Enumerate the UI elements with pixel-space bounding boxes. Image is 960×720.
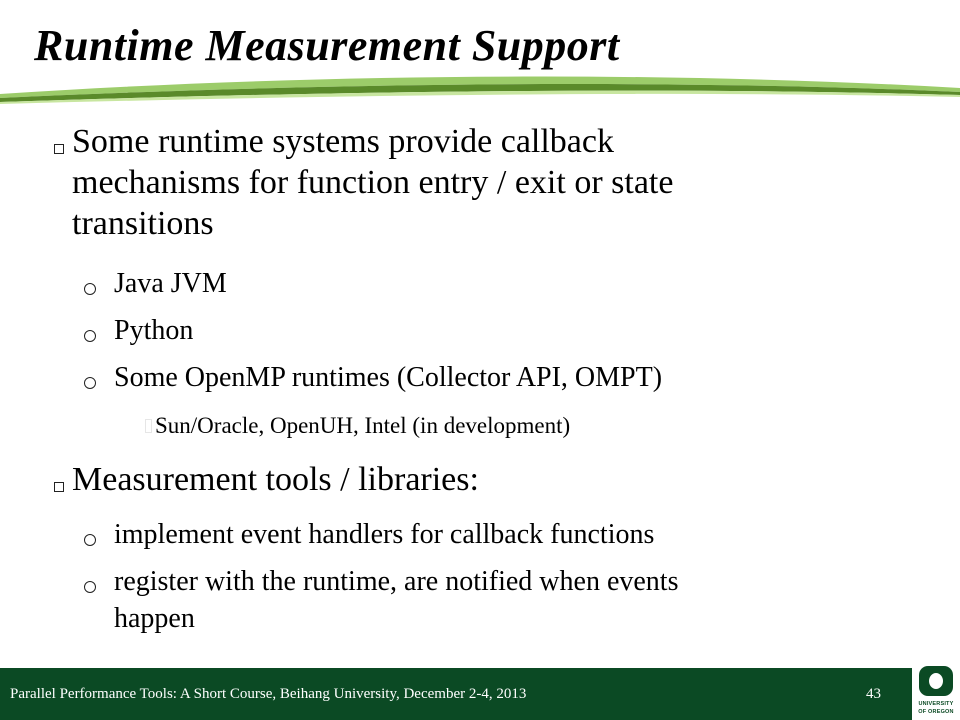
sub-sub-bullet-vendors: Sun/Oracle, OpenUH, Intel (in development) [155, 413, 571, 438]
oregon-o-icon [919, 666, 953, 696]
university-of-oregon-logo [912, 660, 960, 720]
circle-bullet-icon [84, 534, 96, 546]
logo-text-line-2: OF OREGON [918, 709, 954, 715]
placeholder-bullet-icon [145, 419, 152, 433]
square-bullet-icon [54, 482, 64, 492]
page-number: 43 [866, 686, 881, 702]
circle-bullet-icon [84, 377, 96, 389]
sub-bullet-python: Python [114, 315, 194, 346]
bullet-1-line-3: transitions [72, 205, 214, 242]
circle-bullet-icon [84, 581, 96, 593]
circle-bullet-icon [84, 283, 96, 295]
bullet-1-line-2: mechanisms for function entry / exit or state [72, 164, 674, 201]
footer-text: Parallel Performance Tools: A Short Course, Beihang University, December 2-4, 2013 [10, 686, 527, 702]
circle-bullet-icon [84, 330, 96, 342]
bullet-1-line-1: Some runtime systems provide callback [72, 123, 614, 160]
bullet-2-line-1: Measurement tools / libraries: [72, 461, 479, 498]
title-swoosh-decoration [0, 68, 960, 116]
sub-bullet-event-handlers: implement event handlers for callback functions [114, 519, 655, 550]
sub-bullet-openmp: Some OpenMP runtimes (Collector API, OMPT) [114, 362, 663, 393]
sub-bullet-java-jvm: Java JVM [114, 268, 227, 299]
slide-title: Runtime Measurement Support [34, 21, 620, 70]
square-bullet-icon [54, 144, 64, 154]
sub-bullet-register-line-1: register with the runtime, are notified when events [114, 566, 679, 597]
logo-text-line-1: UNIVERSITY [918, 701, 954, 707]
sub-bullet-register-line-2: happen [114, 603, 195, 634]
